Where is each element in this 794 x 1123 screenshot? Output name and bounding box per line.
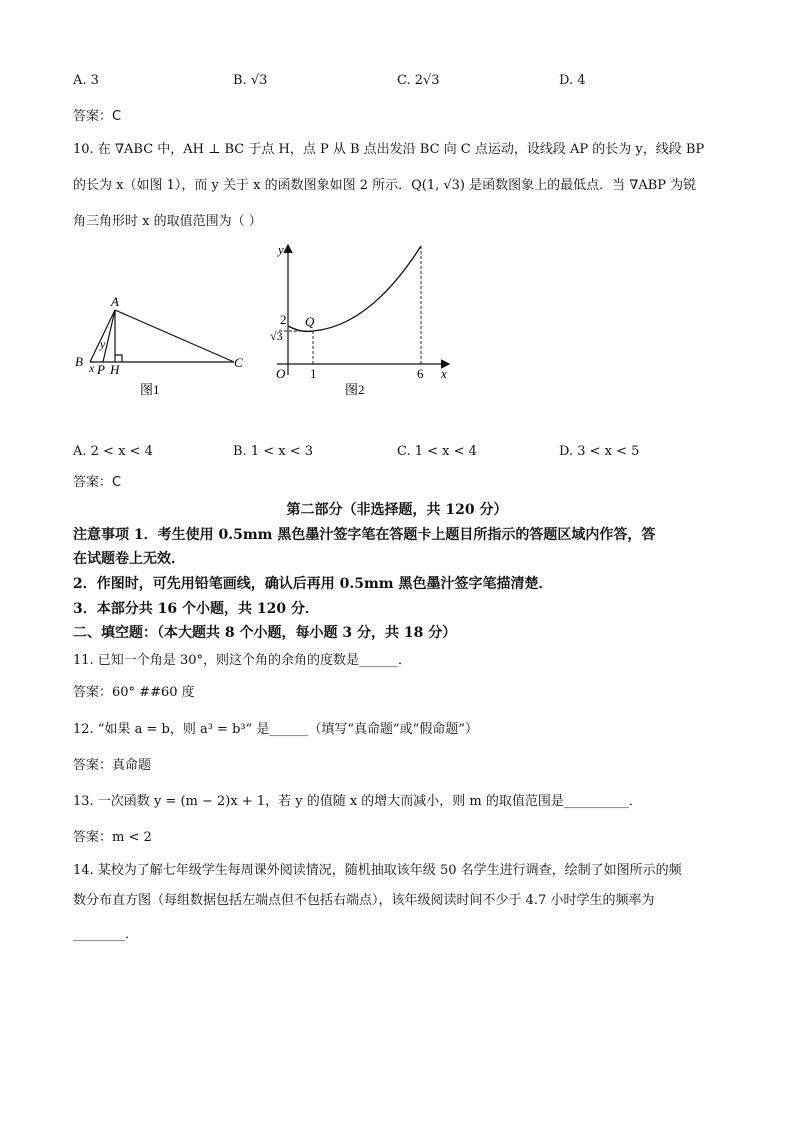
y-axis-label: y xyxy=(278,242,284,257)
figure-2-graph xyxy=(265,240,455,402)
tick-label-1: 1 xyxy=(310,366,317,381)
q10-text-line2: 的长为 x（如图 1），而 y 关于 x 的函数图象如图 2 所示．Q(1, √3) 是函数图象上的最低点．当 ∇ABP 为锐 xyxy=(73,178,697,193)
tick-label-6: 6 xyxy=(417,366,424,381)
q10-answer: 答案：C xyxy=(73,475,122,490)
notice-3: 3．本部分共 16 个小题，共 120 分． xyxy=(73,601,319,617)
q10-text-line3: 角三角形时 x 的取值范围为（ ） xyxy=(73,214,262,229)
figure-2-caption: 图2 xyxy=(345,382,365,397)
notice-1-line2: 在试题卷上无效． xyxy=(73,551,185,567)
segment-ap xyxy=(103,310,115,362)
x-axis-label: x xyxy=(441,366,447,381)
q9-option-d: D. 4 xyxy=(559,73,586,88)
q9-answer: 答案：C xyxy=(73,109,122,124)
q10-option-b: B. 1 < x < 3 xyxy=(233,444,314,459)
q10-option-c: C. 1 < x < 4 xyxy=(397,444,477,459)
figure-1-triangle xyxy=(70,288,255,403)
label-c: C xyxy=(234,355,243,370)
notice-2: 2．作图时，可先用铅笔画线，确认后再用 0.5mm 黑色墨汁签字笔描清楚． xyxy=(73,576,553,592)
tick-label-sqrt3: √3 xyxy=(270,329,283,343)
label-a: A xyxy=(111,294,119,309)
segment-ab xyxy=(90,310,115,362)
label-b: B xyxy=(75,354,83,369)
q10-option-d: D. 3 < x < 5 xyxy=(559,444,640,459)
q11-answer: 答案：60° ##60 度 xyxy=(73,685,195,700)
part2-title: 第二部分（非选择题，共 120 分） xyxy=(286,502,508,518)
label-h: H xyxy=(110,362,120,377)
notice-1-line1: 注意事项 1．考生使用 0.5mm 黑色墨汁签字笔在答题卡上题目所指示的答题区域内作答，答 xyxy=(73,527,656,543)
right-angle-mark xyxy=(115,355,122,362)
q10-text-line1: 10. 在 ∇ABC 中，AH ⊥ BC 于点 H，点 P 从 B 点出发沿 BC 向 C 点运动，设线段 AP 的长为 y，线段 BP xyxy=(73,142,705,157)
q10-option-a: A. 2 < x < 4 xyxy=(73,444,153,459)
q13-answer: 答案：m < 2 xyxy=(73,830,152,845)
section-fill-in-heading: 二、填空题：（本大题共 8 个小题，每小题 3 分，共 18 分） xyxy=(73,625,457,641)
origin-label: O xyxy=(276,366,286,381)
q11-text: 11. 已知一个角是 30°，则这个角的余角的度数是______． xyxy=(73,653,411,668)
q14-text-line1: 14. 某校为了解七年级学生每周课外阅读情况，随机抽取该年级 50 名学生进行调查，绘制了如图所示的频 xyxy=(73,863,682,878)
label-p: P xyxy=(97,362,105,377)
figure-1-caption: 图1 xyxy=(140,382,160,397)
label-x: x xyxy=(89,361,95,375)
q14-text-line3: ________． xyxy=(73,927,139,942)
q12-answer: 答案：真命题 xyxy=(73,758,152,773)
q9-option-b: B. √3 xyxy=(233,73,268,88)
q9-option-c: C. 2√3 xyxy=(397,73,440,88)
q9-option-a: A. 3 xyxy=(73,73,99,88)
q13-text: 13. 一次函数 y = (m − 2)x + 1，若 y 的值随 x 的增大而减小，则 m 的取值范围是__________． xyxy=(73,794,642,809)
segment-ac xyxy=(115,310,234,362)
q14-text-line2: 数分布直方图（每组数据包括左端点但不包括右端点），该年级阅读时间不少于 4.7 小时学生的频率为 xyxy=(73,893,655,908)
tick-label-2: 2 xyxy=(280,312,287,327)
q12-text: 12. “如果 a = b，则 a³ = b³” 是______（填写“真命题”或“假命题”） xyxy=(73,722,478,737)
label-y: y xyxy=(100,337,106,351)
point-q-label: Q xyxy=(305,314,315,329)
